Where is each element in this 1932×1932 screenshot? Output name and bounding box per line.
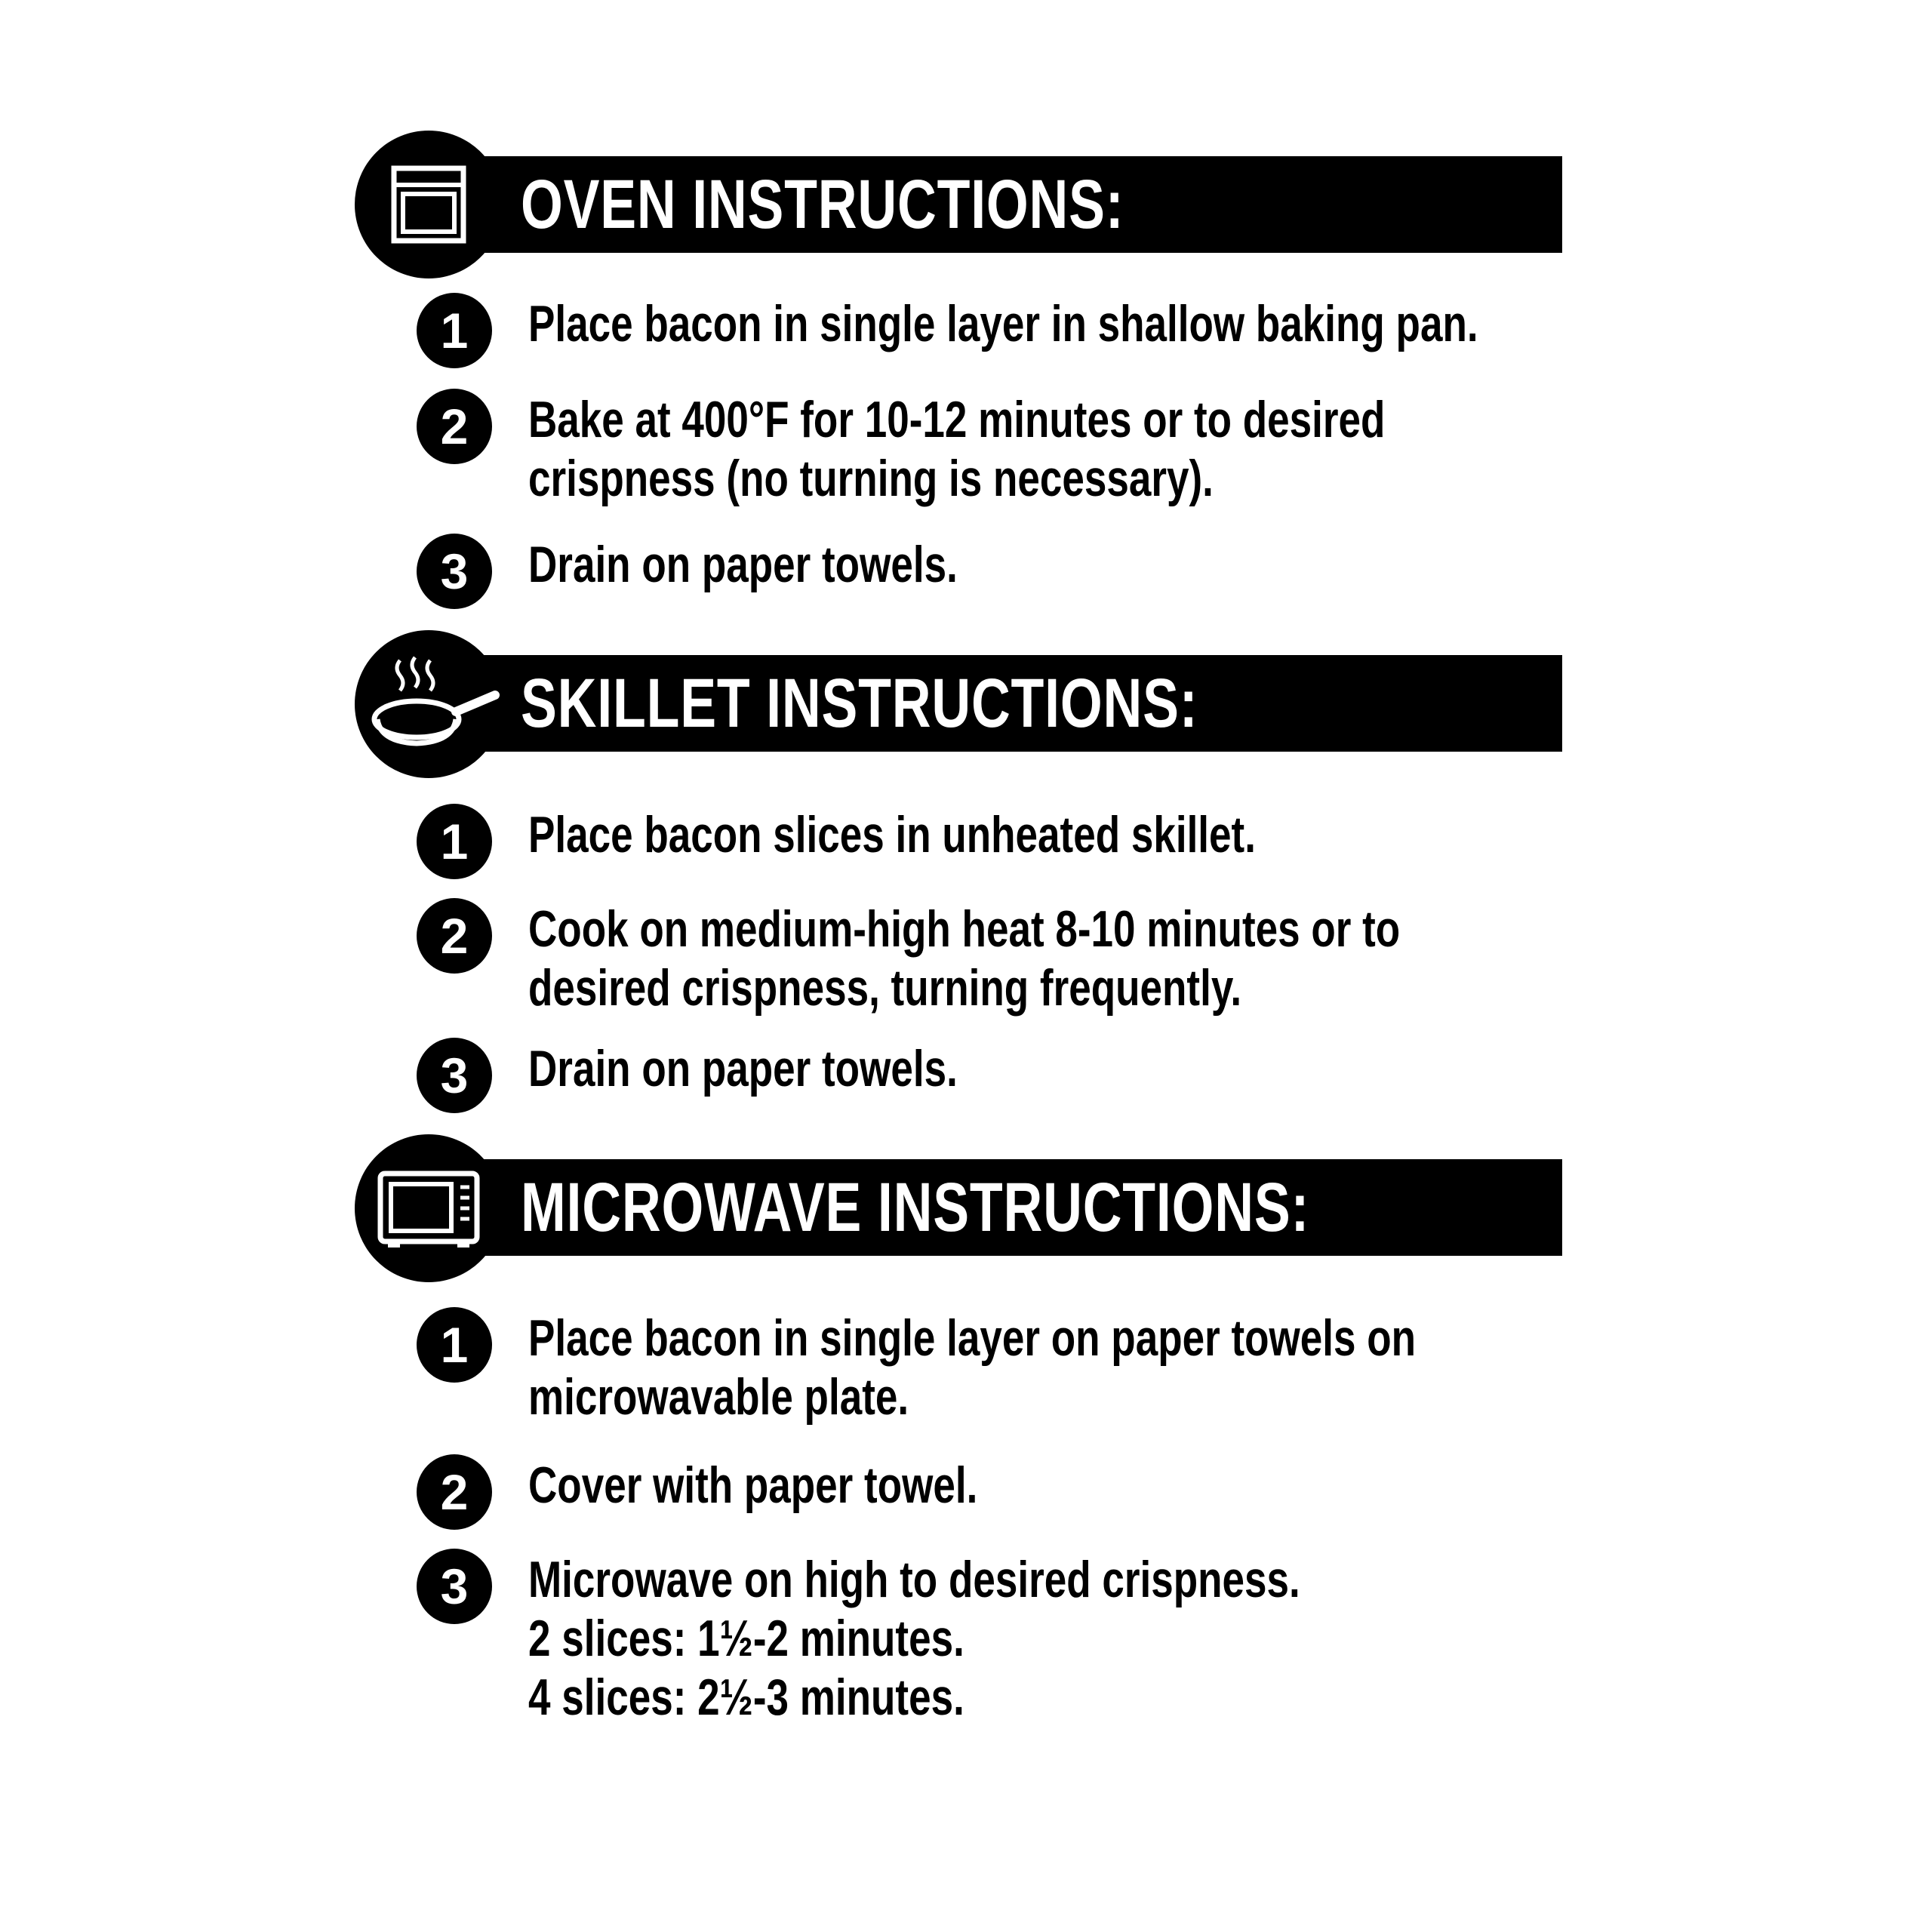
step-text: Place bacon slices in unheated skillet.	[528, 806, 1256, 863]
microwave-badge	[355, 1134, 503, 1282]
step-number-badge: 3	[417, 1038, 492, 1113]
step-text: Cover with paper towel.	[528, 1457, 978, 1514]
step-text: Place bacon in single layer on paper towels on microwavable plate.	[528, 1309, 1417, 1426]
oven-title: OVEN INSTRUCTIONS:	[521, 166, 1124, 243]
step-number-badge: 3	[417, 534, 492, 609]
step-number-badge: 2	[417, 1454, 492, 1530]
step-number-badge: 1	[417, 1307, 492, 1383]
step-number-badge: 1	[417, 804, 492, 879]
oven-badge	[355, 131, 503, 278]
step-text: Place bacon in single layer in shallow baking pan.	[528, 295, 1478, 352]
step-number-badge: 1	[417, 293, 492, 368]
skillet-badge	[355, 630, 503, 778]
step-text: Microwave on high to desired crispness. 2 slices: 1½-2 minutes. 4 slices: 2½-3 minutes.	[528, 1551, 1300, 1726]
microwave-title: MICROWAVE INSTRUCTIONS:	[521, 1169, 1310, 1246]
microwave-icon	[355, 1134, 503, 1282]
step-text: Bake at 400°F for 10-12 minutes or to desired crispness (no turning is necessary).	[528, 391, 1386, 507]
step-text: Drain on paper towels.	[528, 1040, 958, 1097]
oven-icon	[355, 131, 503, 278]
skillet-icon	[355, 630, 503, 778]
step-text: Cook on medium-high heat 8-10 minutes or to desired crispness, turning frequently.	[528, 900, 1401, 1017]
step-number-badge: 3	[417, 1549, 492, 1624]
step-number-badge: 2	[417, 898, 492, 974]
step-number-badge: 2	[417, 389, 492, 464]
skillet-title: SKILLET INSTRUCTIONS:	[521, 665, 1198, 742]
step-text: Drain on paper towels.	[528, 536, 958, 593]
